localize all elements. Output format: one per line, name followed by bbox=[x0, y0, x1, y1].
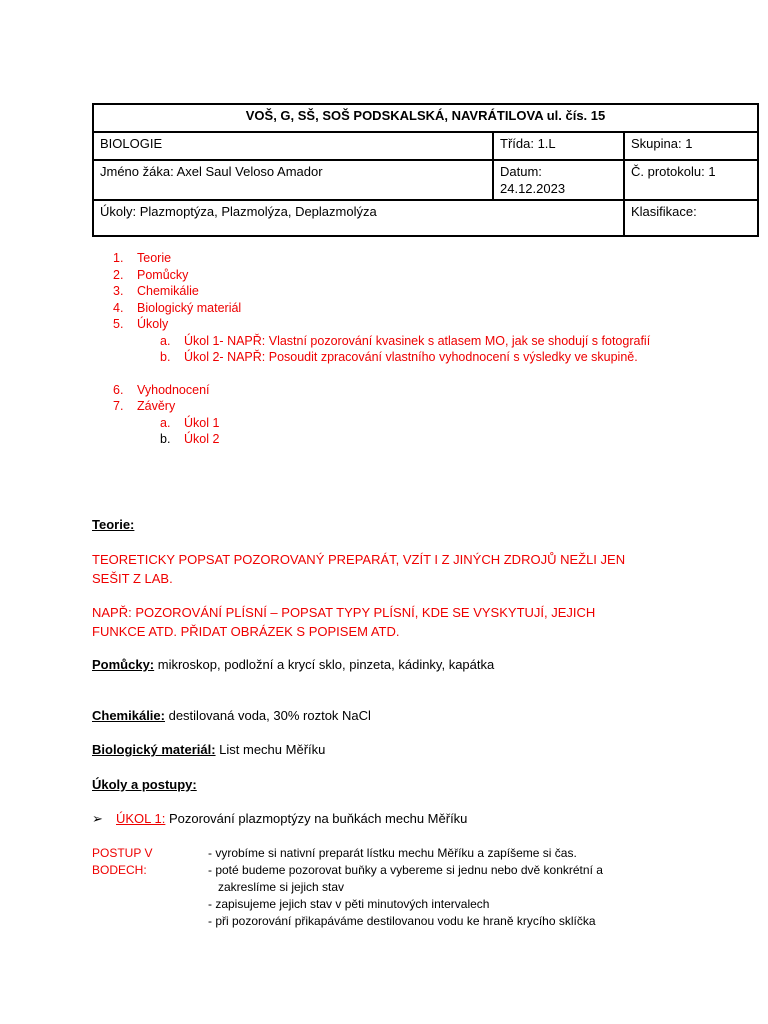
step-item: - při pozorování přikapáváme destilovanou vodu ke hraně krycího sklíčka bbox=[208, 914, 596, 928]
task-1-label: ÚKOL 1: bbox=[116, 811, 166, 826]
theory-heading: Teorie: bbox=[92, 517, 135, 532]
outline-item: 1. Teorie bbox=[113, 251, 172, 265]
task-1-line bbox=[92, 811, 467, 827]
school-title: VOŠ, G, SŠ, SOŠ PODSKALSKÁ, NAVRÁTILOVA ul. čís. 15 bbox=[93, 104, 758, 132]
step-item: zakreslíme si jejich stav bbox=[218, 880, 345, 894]
spacer bbox=[92, 366, 650, 382]
task-1-text: Pozorování plazmoptýzy na buňkách mechu Měříku bbox=[165, 811, 468, 826]
conclusions-sublist bbox=[92, 415, 650, 448]
outline-item: 5. Úkoly bbox=[113, 317, 169, 331]
tasks-sublist bbox=[92, 333, 650, 366]
outline-sublist-wrap bbox=[92, 415, 650, 448]
outline-item: 4. Biologický materiál bbox=[113, 300, 242, 315]
procedure-label: POSTUP V BODECH: bbox=[92, 846, 153, 877]
steps-list bbox=[208, 845, 668, 930]
header-table bbox=[92, 103, 759, 237]
outline-sublist-wrap bbox=[92, 333, 650, 366]
date-cell bbox=[493, 160, 624, 200]
tools-line: Pomůcky: mikroskop, podložní a krycí sklo, pinzeta, kádinky, kapátka bbox=[92, 657, 495, 672]
arrow-bullet-icon: ➢ bbox=[92, 811, 103, 826]
chemicals-line: Chemikálie: destilovaná voda, 30% roztok NaCl bbox=[92, 708, 371, 723]
tasks-cell: Úkoly: Plazmoptýza, Plazmolýza, Deplazmolýza bbox=[93, 200, 624, 236]
outline-item: 3. Chemikálie bbox=[113, 284, 199, 298]
procedures-heading: Úkoly a postupy: bbox=[92, 777, 197, 792]
class-cell: Třída: 1.L bbox=[493, 132, 624, 160]
step-item: - vyrobíme si nativní preparát lístku mechu Měříku a zapíšeme si čas. bbox=[208, 846, 577, 860]
sublist-item: a. Úkol 1 bbox=[160, 415, 220, 430]
protocol-cell: Č. protokolu: 1 bbox=[624, 160, 758, 200]
outline-list bbox=[92, 250, 650, 448]
outline-item: 6. Vyhodnocení bbox=[113, 382, 210, 397]
group-cell: Skupina: 1 bbox=[624, 132, 758, 160]
sublist-item: a. Úkol 1- NAPŘ: Vlastní pozorování kvasinek s atlasem MO, jak se shodují s fotografií bbox=[160, 333, 651, 348]
subject-cell: BIOLOGIE bbox=[93, 132, 493, 160]
outline-item: 7. Závěry bbox=[113, 399, 176, 413]
outline-item: 2. Pomůcky bbox=[113, 267, 189, 282]
sublist-item: b. Úkol 2- NAPŘ: Posoudit zpracování vlastního vyhodnocení s výsledky ve skupině. bbox=[160, 350, 638, 364]
date-label: Datum: bbox=[500, 164, 542, 179]
step-item: - zapisujeme jejich stav v pěti minutových intervalech bbox=[208, 897, 490, 911]
grade-cell: Klasifikace: bbox=[624, 200, 758, 236]
bio-material-line: Biologický materiál: List mechu Měříku bbox=[92, 742, 326, 757]
step-item: - poté budeme pozorovat buňky a vybereme si jednu nebo dvě konkrétní a bbox=[208, 863, 603, 877]
date-value: 24.12.2023 bbox=[500, 181, 566, 196]
procedure-steps bbox=[92, 845, 603, 928]
theory-paragraph-1: TEORETICKY POPSAT POZOROVANÝ PREPARÁT, VZÍT I Z JINÝCH ZDROJŮ NEŽLI JEN SEŠIT Z LAB. bbox=[92, 552, 626, 586]
sublist-item: b. Úkol 2 bbox=[160, 432, 220, 446]
theory-paragraph-2: NAPŘ: POZOROVÁNÍ PLÍSNÍ – POPSAT TYPY PLÍSNÍ, KDE SE VYSKYTUJÍ, JEJICH FUNKCE ATD. PŘIDAT OBRÁZEK S POPISEM ATD. bbox=[92, 605, 596, 639]
student-cell: Jméno žáka: Axel Saul Veloso Amador bbox=[93, 160, 493, 200]
